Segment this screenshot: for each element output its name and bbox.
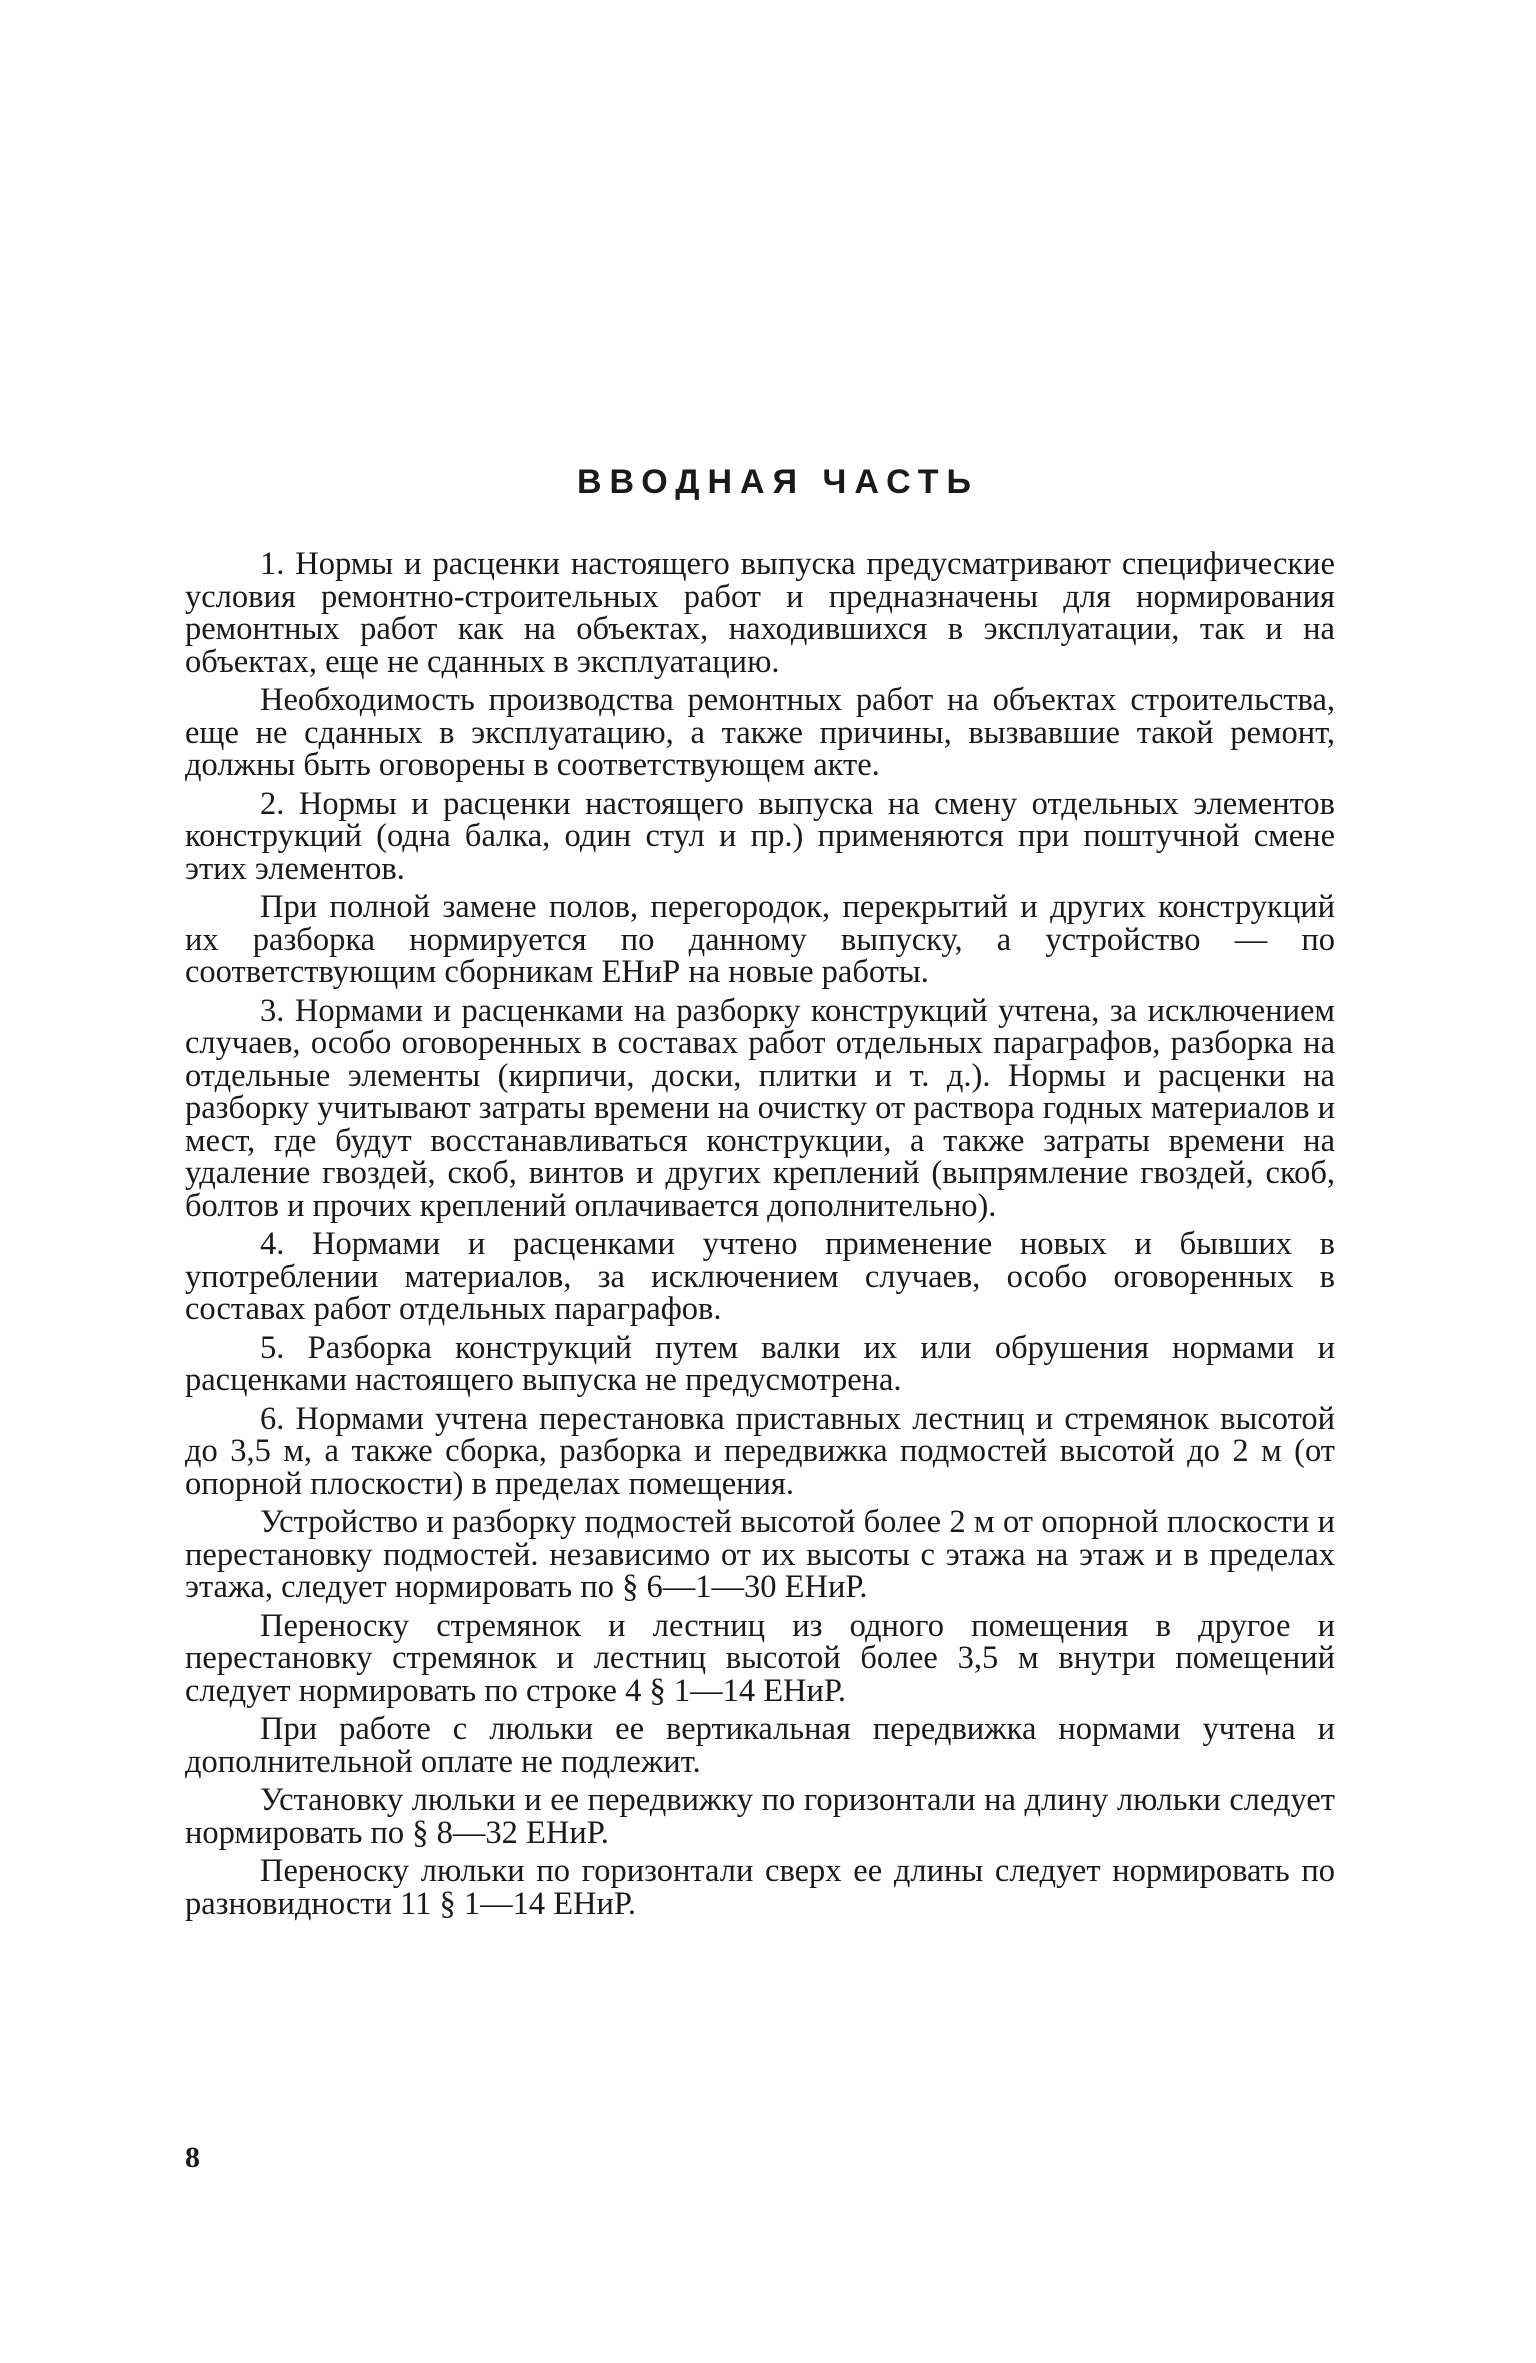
paragraph-4: При полной замене полов, перегородок, перекрытий и других конструкций их разборка нормируется по данному выпуску, а устройство — по соответствующим сборникам ЕНиР на новые работы.	[185, 889, 1335, 990]
paragraph-12: Установку люльки и ее передвижку по горизонтали на длину люльки следует нормировать по § 8—32 ЕНиР.	[185, 1782, 1335, 1851]
paragraph-5: 3. Нормами и расценками на разборку конструкций учтена, за исключением случаев, особо оговоренных в составах работ отдельных параграфов, разборка на отдельные элементы (кирпичи, доски, плитки и т. д.). Нормы и расценки на разборку учитывают затраты времени на очистку от раствора годных материалов и мест, где будут восстанавливаться конструкции, а также затраты времени на удаление гвоздей, скоб, винтов и других креплений (выпрямление гвоздей, скоб, болтов и прочих креплений оплачивается дополнительно).	[185, 992, 1336, 1224]
paragraph-3: 2. Нормы и расценки настоящего выпуска на смену отдельных элементов конструкций (одна балка, один стул и пр.) применяются при поштучной смене этих элементов.	[185, 785, 1335, 887]
section-title: ВВОДНАЯ ЧАСТЬ	[577, 463, 979, 501]
paragraph-6: 4. Нормами и расценками учтено применение новых и бывших в употреблении материалов, за исключением случаев, особо оговоренных в составах работ отдельных параграфов.	[185, 1226, 1335, 1327]
paragraph-2: Необходимость производства ремонтных работ на объектах строительства, еще не сданных в эксплуатацию, а также причины, вызвавшие такой ремонт, должны быть оговорены в соответствующем акте.	[185, 682, 1335, 783]
paragraph-13: Переноску люльки по горизонтали сверх ее длины следует нормировать по разновидности 11 § 1—14 ЕНиР.	[185, 1853, 1335, 1922]
paragraph-8: 6. Нормами учтена перестановка приставных лестниц и стремянок высотой до 3,5 м, а также сборка, разборка и передвижка подмостей высотой до 2 м (от опорной плоскости) в пределах помещения.	[185, 1400, 1335, 1502]
paragraph-9: Устройство и разборку подмостей высотой более 2 м от опорной плоскости и перестановку подмостей. независимо от их высоты с этажа на этаж и в пределах этажа, следует нормировать по § 6—1—30 ЕНиР.	[185, 1504, 1335, 1605]
body-text	[185, 548, 1335, 1926]
paragraph-11: При работе с люльки ее вертикальная передвижка нормами учтена и дополнительной оплате не подлежит.	[185, 1711, 1335, 1780]
paragraph-10: Переноску стремянок и лестниц из одного помещения в другое и перестановку стремянок и лестниц высотой более 3,5 м внутри помещений следует нормировать по строке 4 § 1—14 ЕНиР.	[185, 1607, 1335, 1709]
paragraph-7: 5. Разборка конструкций путем валки их или обрушения нормами и расценками настоящего выпуска не предусмотрена.	[185, 1329, 1335, 1398]
paragraph-1: 1. Нормы и расценки настоящего выпуска предусматривают специфические условия ремонтно-строительных работ и предназначены для нормирования ремонтных работ как на объектах, находившихся в эксплуатации, так и на объектах, еще не сданных в эксплуатацию.	[185, 546, 1335, 680]
page-number: 8	[185, 2141, 200, 2174]
